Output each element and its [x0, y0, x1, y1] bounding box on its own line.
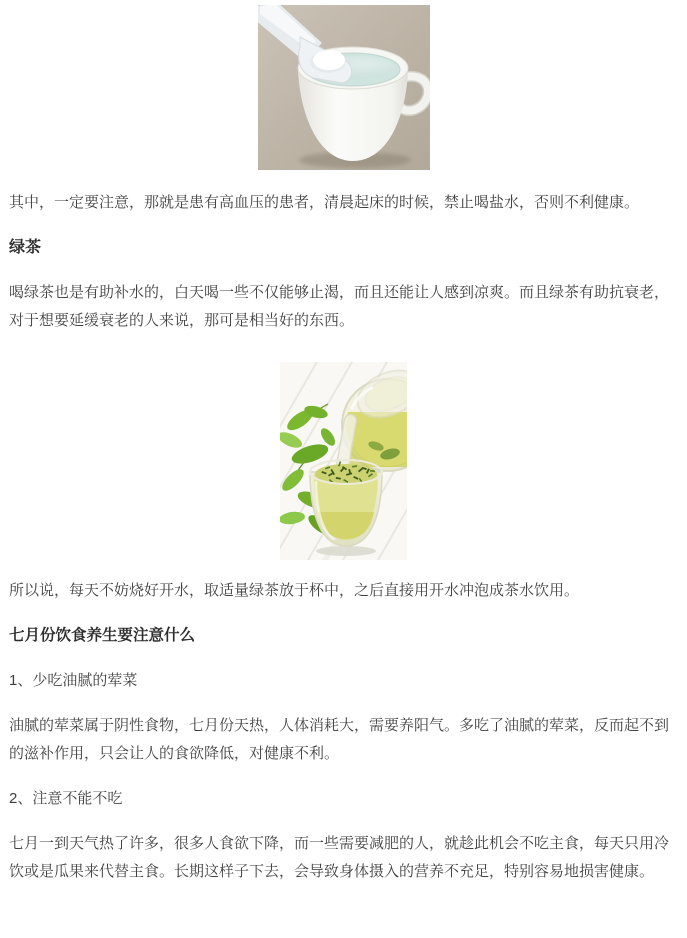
green-tea-photo — [9, 362, 678, 560]
tip1-title: 1、少吃油腻的荤菜 — [9, 672, 138, 689]
salt-water-cup-illustration — [258, 5, 430, 170]
heading-green-tea: 绿茶 — [9, 239, 42, 256]
tip2-body: 七月一到天气热了许多，很多人食欲下降，而一些需要减肥的人，就趁此机会不吃主食，每天只用冷饮或是瓜果来代替主食。长期这样子下去，会导致身体摄入的营养不充足，特别容易地损害健康。 — [9, 835, 670, 880]
heading-july-diet: 七月份饮食养生要注意什么 — [9, 627, 196, 644]
paragraph-green-tea-howto: 所以说，每天不妨烧好开水，取适量绿茶放于杯中，之后直接用开水冲泡成茶水饮用。 — [9, 582, 580, 599]
tip1-body: 油腻的荤菜属于阴性食物，七月份天热，人体消耗大，需要养阳气。多吃了油腻的荤菜，反而起不到的滋补作用，只会让人的食欲降低，对健康不利。 — [9, 717, 670, 762]
paragraph-green-tea-benefits: 喝绿茶也是有助补水的，白天喝一些不仅能够止渴，而且还能让人感到凉爽。而且绿茶有助抗衰老，对于想要延缓衰老的人来说，那可是相当好的东西。 — [9, 284, 670, 329]
green-tea-illustration — [280, 362, 407, 560]
salt-water-cup-photo — [9, 5, 678, 170]
tip2-title: 2、注意不能不吃 — [9, 790, 123, 807]
paragraph-salt-warning: 其中，一定要注意，那就是患有高血压的患者，清晨起床的时候，禁止喝盐水，否则不利健康。 — [9, 194, 640, 211]
